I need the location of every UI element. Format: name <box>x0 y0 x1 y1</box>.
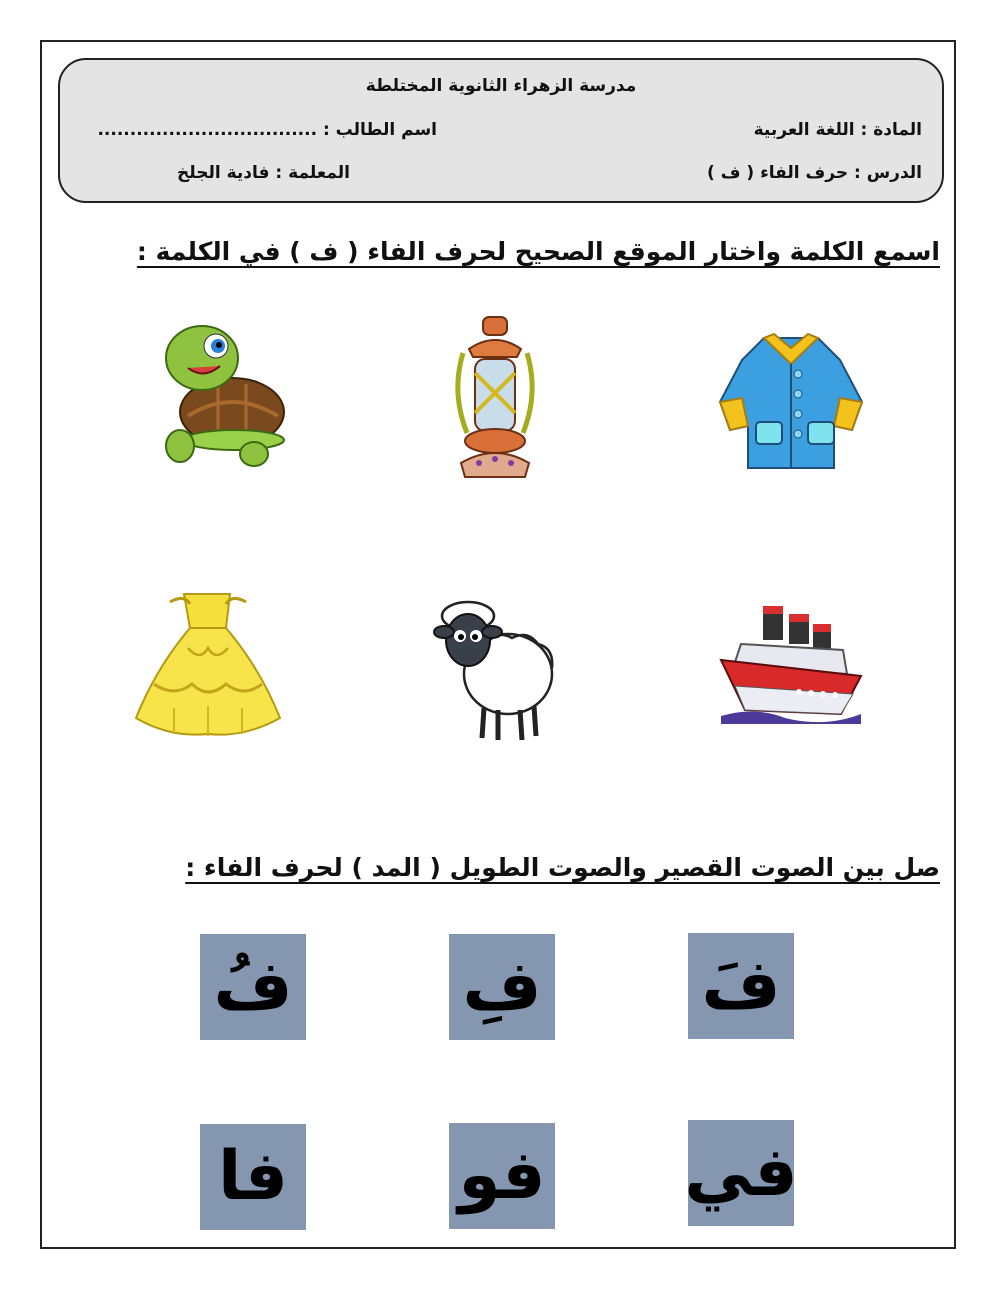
lantern-picture <box>445 313 545 485</box>
teacher-label: المعلمة : فادية الجلخ <box>177 163 350 183</box>
student-name-field: اسم الطالب : .................................. <box>97 120 437 140</box>
subject-label: المادة : اللغة العربية <box>753 120 922 140</box>
long-alif-tile[interactable]: فا <box>200 1124 306 1230</box>
ship-picture <box>715 598 865 728</box>
short-fatha-tile[interactable]: فَ <box>688 933 794 1039</box>
header-box <box>58 58 944 203</box>
coat-picture <box>712 330 870 472</box>
instruction-connect: صل بين الصوت القصير والصوت الطويل ( المد ) لحرف الفاء : <box>185 853 940 882</box>
short-damma-tile[interactable]: فُ <box>200 934 306 1040</box>
long-ya-tile[interactable]: في <box>688 1120 794 1226</box>
lesson-label: الدرس : حرف الفاء ( ف ) <box>707 163 922 183</box>
instruction-listen: اسمع الكلمة واختار الموقع الصحيح لحرف الفاء ( ف ) في الكلمة : <box>136 237 940 266</box>
short-kasra-tile[interactable]: فِ <box>449 934 555 1040</box>
turtle-picture <box>158 318 290 468</box>
dress-picture <box>134 588 282 740</box>
school-name: مدرسة الزهراء الثانوية المختلطة <box>365 76 637 96</box>
long-waw-tile[interactable]: فو <box>449 1123 555 1229</box>
sheep-picture <box>432 586 560 746</box>
